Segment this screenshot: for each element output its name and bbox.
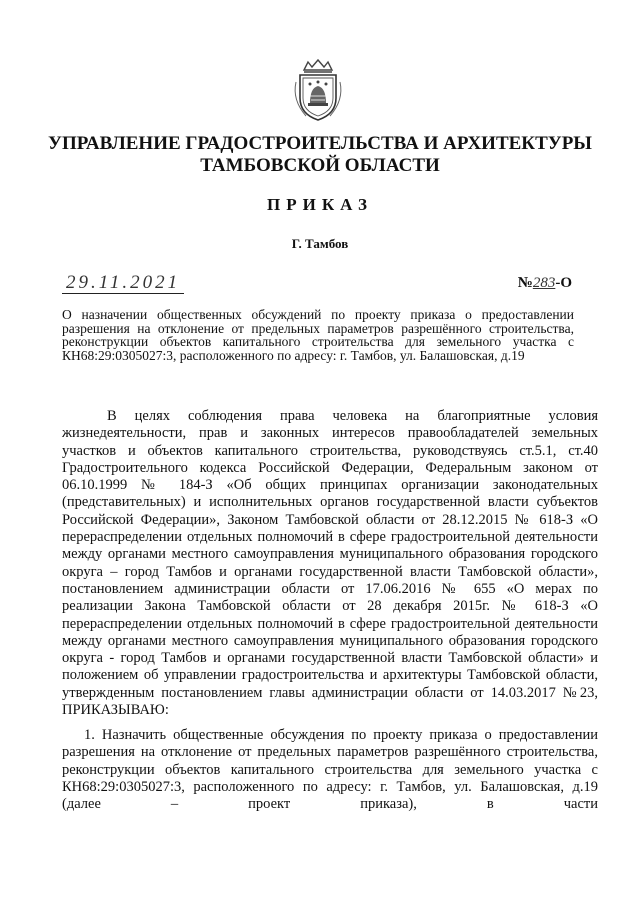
order-number-suffix: -О (555, 275, 572, 291)
order-number-value: 283 (532, 275, 556, 291)
order-number-prefix: № (517, 275, 533, 291)
org-line-1: УПРАВЛЕНИЕ ГРАДОСТРОИТЕЛЬСТВА И АРХИТЕКТУРЫ (48, 133, 592, 154)
coat-of-arms-icon (290, 58, 346, 122)
org-line-2: ТАМБОВСКОЙ ОБЛАСТИ (200, 155, 440, 176)
city-label: Г. Тамбов (291, 236, 349, 251)
order-date: 29.11.2021 (62, 273, 184, 294)
order-subject: О назначении общественных обсуждений по проекту приказа о предоставлении разрешения на отклонение от предельных параметров разрешённого строительства, реконструкции объектов капитального строительства для земельного участка с КН68:29:0305027:3, расположенного по адресу: г. Тамбов, ул. Балашовская, д.19 (62, 307, 574, 363)
order-item-1: 1. Назначить общественные обсуждения по проекту приказа о предоставлении разрешения на отклонение от предельных параметров разрешённого строительства, реконструкции объектов капитального строительства для земельного участка с КН68:29:0305027:3, расположенного по адресу: г. Тамбов, ул. Балашовская, д.19 (далее – проект приказа), в части (62, 727, 598, 813)
document-type-title: ПРИКАЗ (267, 195, 373, 214)
organization-name (40, 133, 600, 177)
order-number (518, 275, 572, 292)
preamble-paragraph: В целях соблюдения права человека на благоприятные условия жизнедеятельности, прав и законных интересов правообладателей земельных участков и объектов капитального строительства, руководствуясь ст.5.1, ст.40 Градостроительного кодекса Российской Федерации, Федеральным законом от 06.10.1999 № 184-З «Об общих принципах организации законодательных (представительных) и исполнительных органов государственной власти субъектов Российской Федерации», Законом Тамбовской области от 28.12.2015 № 618-З «О перераспределении отдельных полномочий в сфере градостроительной деятельности между органами местного самоуправления муниципального образования городского округа – город Тамбов и органами государственной власти Тамбовской области», постановлением администрации области от 17.06.2016 № 655 «О мерах по реализации Закона Тамбовской области от 28 декабря 2015г. № 618-З «О перераспределении отдельных полномочий в сфере градостроительной деятельности между органами местного самоуправления муниципального образования городского округа - город Тамбов и органами государственной власти Тамбовской области» и положением об управлении градостроительства и архитектуры Тамбовской области, утвержденным постановлением главы администрации области от 14.03.2017 №23, ПРИКАЗЫВАЮ: (62, 408, 598, 719)
